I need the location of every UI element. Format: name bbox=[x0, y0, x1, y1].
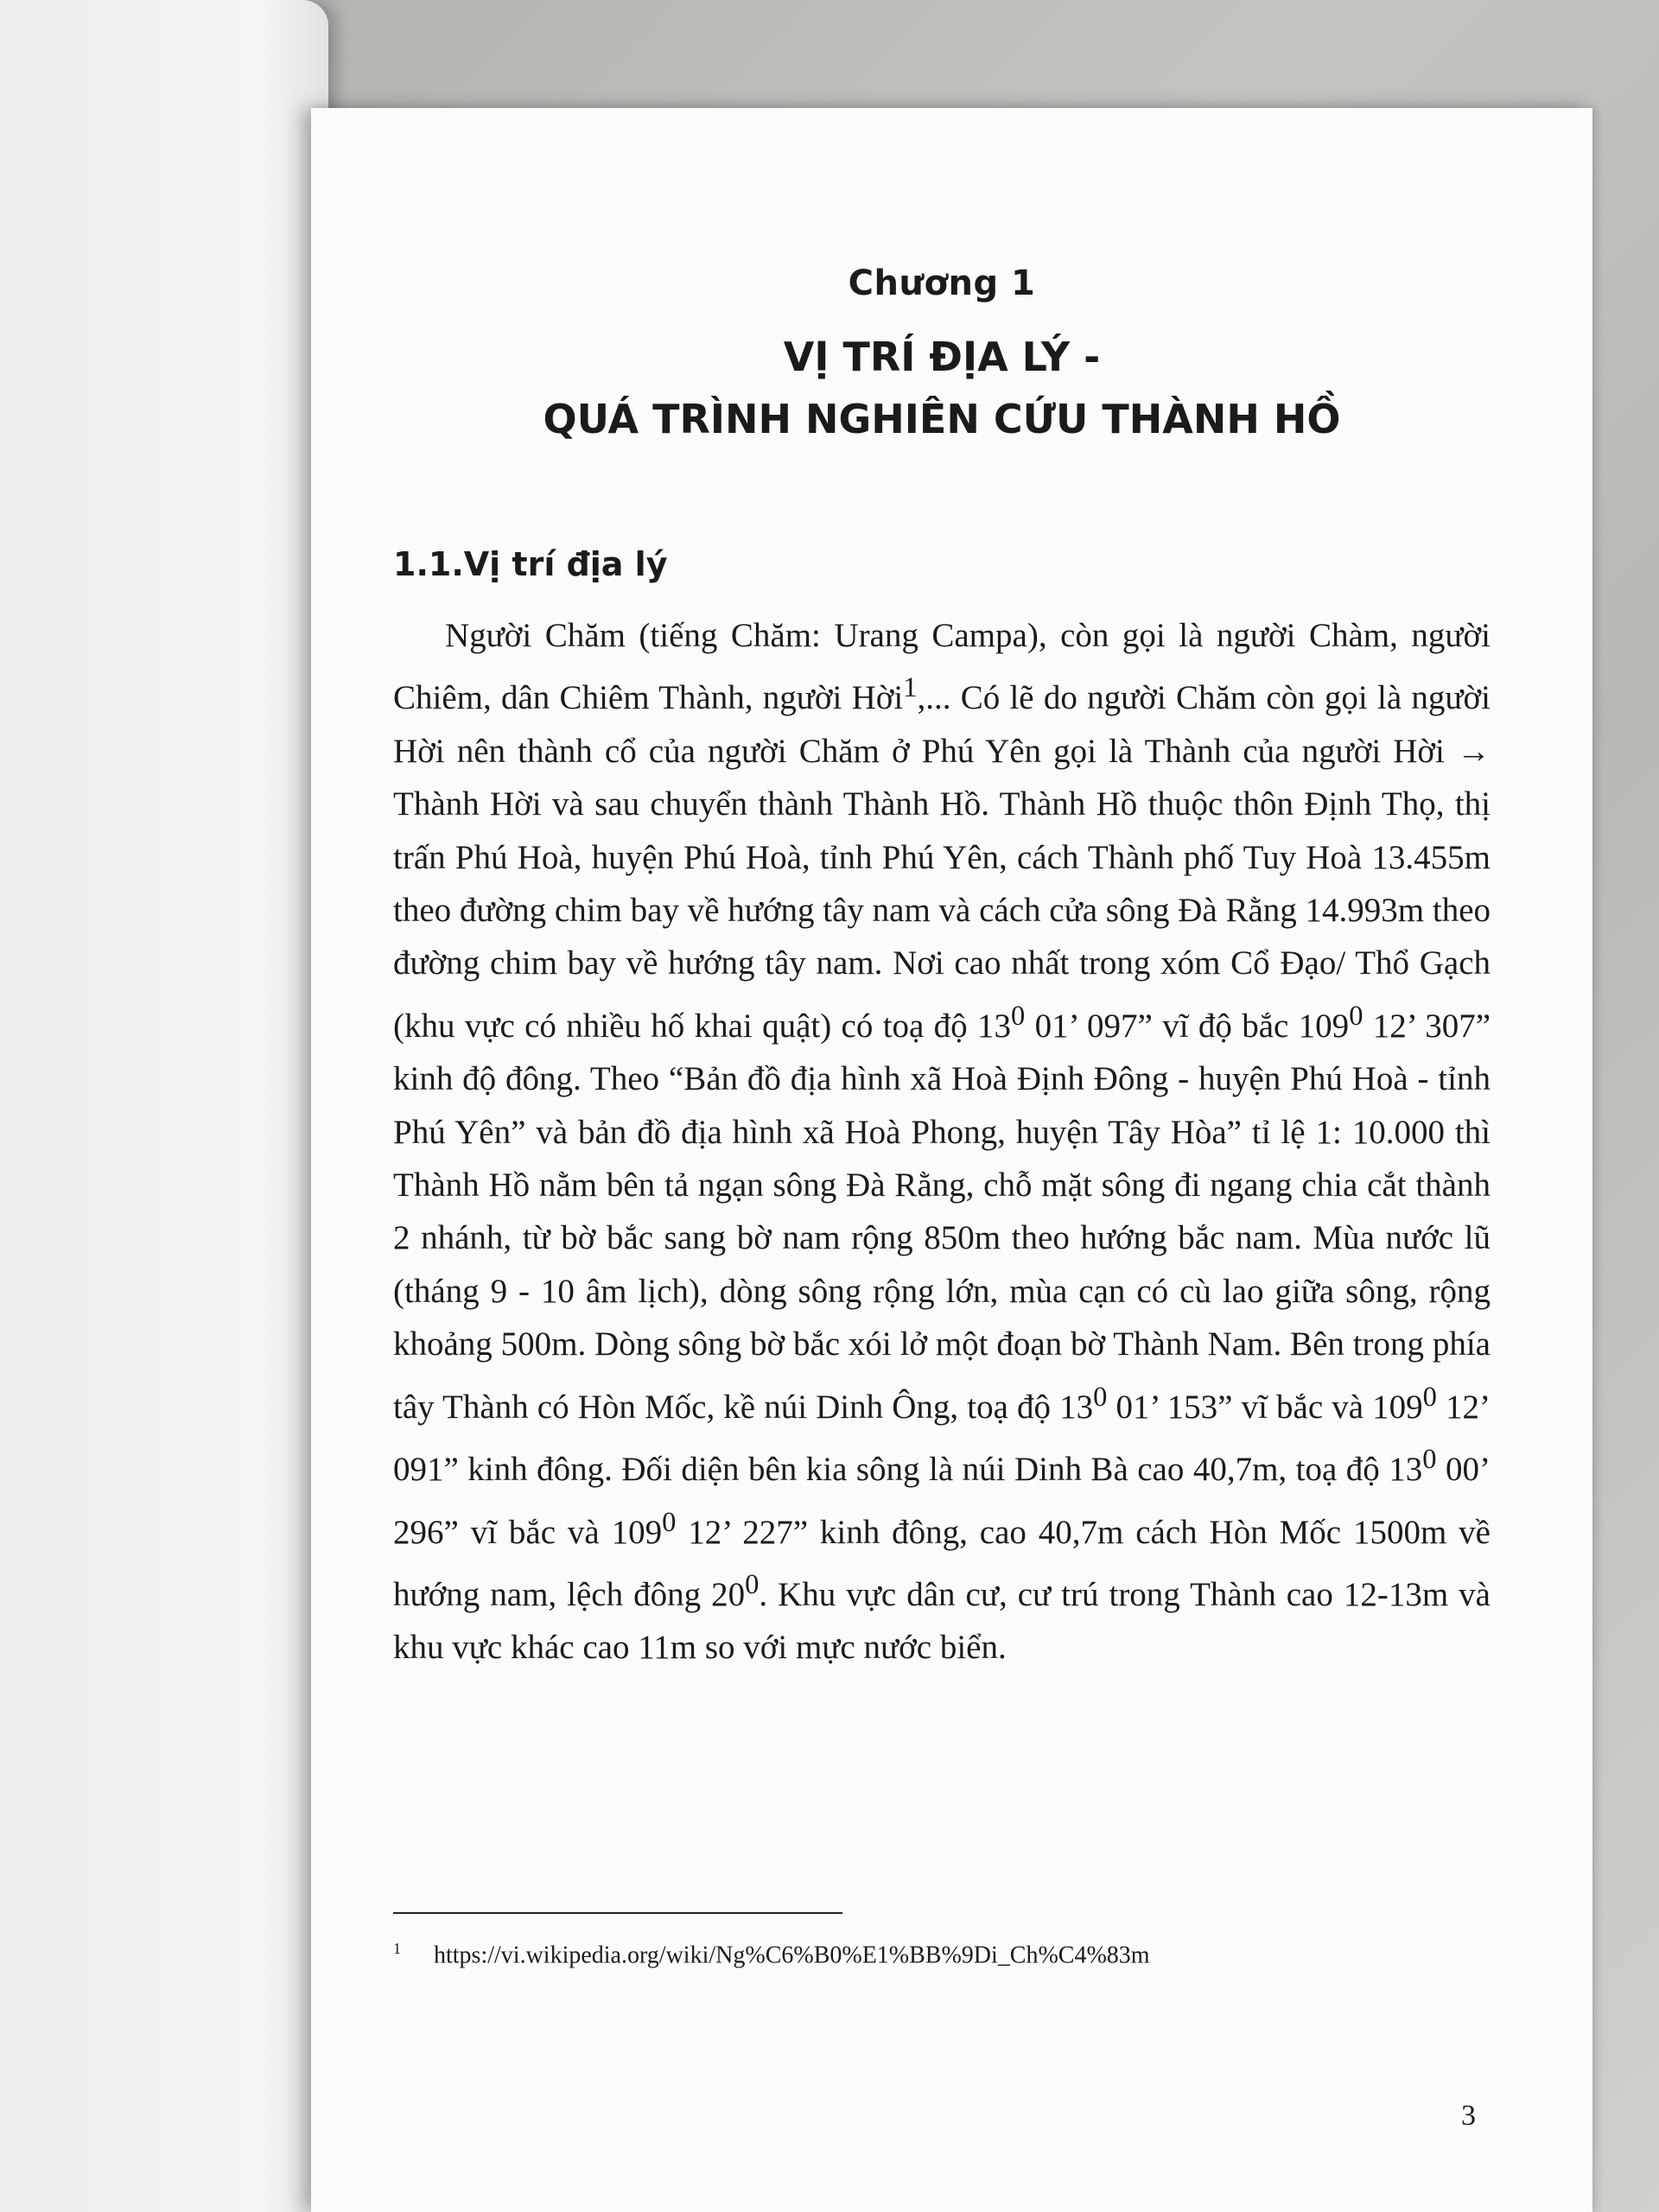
degree-mark: 0 bbox=[1093, 1381, 1108, 1413]
left-page bbox=[0, 0, 328, 2212]
page-content bbox=[393, 264, 1491, 1675]
body-text-1: Người Chăm (tiếng Chăm: Urang Campa), còn gọi là người Chàm, người Chiêm, dân Chiêm Thành, người Hời bbox=[393, 617, 1491, 717]
degree-mark: 0 bbox=[1349, 1000, 1363, 1032]
footnote-link: https://vi.wikipedia.org/wiki/Ng%C6%B0%E1%BB%9Di_Ch%C4%83m bbox=[434, 1942, 1150, 1969]
chapter-title-line-2: QUÁ TRÌNH NGHIÊN CỨU THÀNH HỒ bbox=[543, 396, 1341, 442]
chapter-label: Chương 1 bbox=[848, 264, 1036, 303]
body-text-7: 00’ 296” vĩ bắc và 109 bbox=[393, 1451, 1491, 1551]
footnote-number: 1 bbox=[393, 1940, 401, 1957]
footnote-reference: 1 bbox=[903, 672, 918, 704]
footnote bbox=[393, 1940, 1491, 1969]
body-text-8: 12’ 227” kinh đông, cao 40,7m cách Hòn Mốc 1500m về hướng nam, lệch đông 20 bbox=[393, 1513, 1491, 1613]
degree-mark: 0 bbox=[1011, 1000, 1026, 1032]
section-heading: 1.1.Vị trí địa lý bbox=[393, 545, 668, 583]
degree-mark: 0 bbox=[1422, 1444, 1437, 1476]
body-text-3: 01’ 097” vĩ độ bắc 109 bbox=[1025, 1007, 1350, 1045]
body-text-5: 01’ 153” vĩ bắc và 109 bbox=[1107, 1388, 1423, 1426]
body-text-9: . Khu vực dân cư, cư trú trong Thành cao 12-13m và khu vực khác cao 11m so với mực nước biển. bbox=[393, 1575, 1491, 1667]
book-page bbox=[311, 108, 1592, 2212]
degree-mark: 0 bbox=[1422, 1381, 1437, 1413]
chapter-title-line-1: VỊ TRÍ ĐỊA LÝ - bbox=[783, 334, 1101, 380]
degree-mark: 0 bbox=[745, 1568, 760, 1600]
degree-mark: 0 bbox=[662, 1506, 677, 1538]
body-text-4: 12’ 307” kinh độ đông. Theo “Bản đồ địa hình xã Hoà Định Đông - huyện Phú Hoà - tỉnh Phú Yên” và bản đồ địa hình xã Hoà Phong, huyện Tây Hòa” tỉ lệ 1: 10.000 thì Thành Hồ nằm bên tả ngạn sông Đà Rằng, chỗ mặt sông đi ngang chia cắt thành 2 nhánh, từ bờ bắc sang bờ nam rộng 850m theo hướng bắc nam. Mùa nước lũ (tháng 9 - 10 âm lịch), dòng sông rộng lớn, mùa cạn có cù lao giữa sông, rộng khoảng 500m. Dòng sông bờ bắc xói lở một đoạn bờ Thành Nam. Bên trong phía tây Thành có Hòn Mốc, kề núi Dinh Ông, toạ độ 13 bbox=[393, 1007, 1491, 1426]
body-text-2: ,... Có lẽ do người Chăm còn gọi là người Hời nên thành cổ của người Chăm ở Phú Yên gọi là Thành của người Hời → Thành Hời và sau chuyển thành Thành Hồ. Thành Hồ thuộc thôn Định Thọ, thị trấn Phú Hoà, huyện Phú Hoà, tỉnh Phú Yên, cách Thành phố Tuy Hoà 13.455m theo đường chim bay về hướng tây nam và cách cửa sông Đà Rằng 14.993m theo đường chim bay về hướng tây nam. Nơi cao nhất trong xóm Cổ Đạo/ Thổ Gạch (khu vực có nhiều hố khai quật) có toạ độ 13 bbox=[393, 679, 1491, 1045]
chapter-title bbox=[393, 326, 1491, 450]
body-paragraph bbox=[393, 609, 1491, 1675]
footnote-divider bbox=[393, 1912, 842, 1914]
body-text-6: 12’ 091” kinh đông. Đối diện bên kia sông là núi Dinh Bà cao 40,7m, toạ độ 13 bbox=[393, 1388, 1491, 1489]
page-number: 3 bbox=[1461, 2100, 1476, 2132]
footnote-area bbox=[393, 1912, 1491, 1969]
